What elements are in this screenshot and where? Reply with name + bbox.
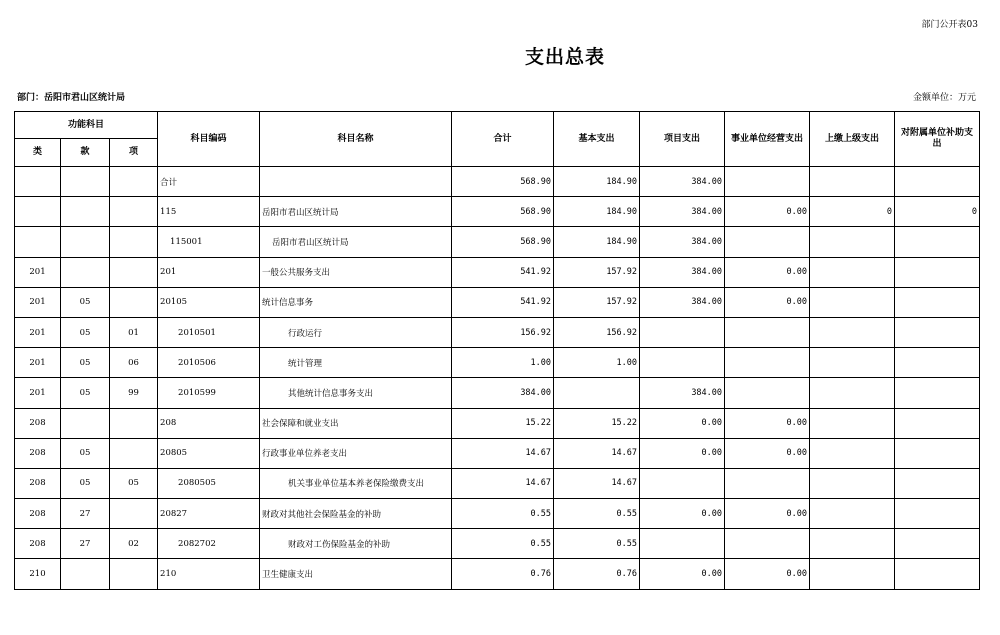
cell-lei: 210	[15, 559, 61, 589]
cell-basic: 15.22	[554, 408, 640, 438]
cell-kuan: 27	[61, 499, 110, 529]
cell-xiang	[110, 287, 158, 317]
cell-business	[725, 348, 810, 378]
table-body	[15, 167, 980, 590]
cell-basic: 184.90	[554, 227, 640, 257]
form-number: 部门公开表03	[921, 20, 978, 30]
cell-higher	[810, 499, 895, 529]
cell-lei: 208	[15, 468, 61, 498]
cell-xiang: 05	[110, 468, 158, 498]
cell-kuan	[61, 167, 110, 197]
cell-xiang: 02	[110, 529, 158, 559]
cell-code: 20805	[158, 438, 260, 468]
cell-xiang	[110, 257, 158, 287]
cell-basic: 184.90	[554, 197, 640, 227]
cell-business: 0.00	[725, 287, 810, 317]
table-row	[15, 468, 980, 498]
cell-name: 岳阳市君山区统计局	[260, 227, 452, 257]
cell-business: 0.00	[725, 197, 810, 227]
cell-lei	[15, 197, 61, 227]
cell-code: 合计	[158, 167, 260, 197]
cell-project: 0.00	[640, 499, 725, 529]
cell-lei: 201	[15, 287, 61, 317]
cell-xiang	[110, 559, 158, 589]
table-row	[15, 529, 980, 559]
header-code: 科目编码	[158, 112, 260, 167]
header-subsidy: 对附属单位补助支出	[895, 112, 980, 167]
cell-total: 0.55	[452, 529, 554, 559]
cell-higher	[810, 559, 895, 589]
cell-subsidy	[895, 499, 980, 529]
cell-code: 210	[158, 559, 260, 589]
cell-xiang	[110, 167, 158, 197]
cell-name: 行政运行	[260, 317, 452, 347]
cell-code: 208	[158, 408, 260, 438]
table-row	[15, 287, 980, 317]
cell-higher	[810, 438, 895, 468]
cell-basic: 157.92	[554, 287, 640, 317]
cell-subsidy	[895, 378, 980, 408]
cell-basic: 157.92	[554, 257, 640, 287]
cell-business	[725, 468, 810, 498]
cell-lei	[15, 167, 61, 197]
cell-kuan	[61, 408, 110, 438]
table-row	[15, 408, 980, 438]
cell-name: 卫生健康支出	[260, 559, 452, 589]
cell-kuan	[61, 257, 110, 287]
cell-lei: 208	[15, 438, 61, 468]
cell-business	[725, 227, 810, 257]
cell-lei: 201	[15, 317, 61, 347]
cell-code: 115001	[158, 227, 260, 257]
cell-code: 2010506	[158, 348, 260, 378]
cell-total: 15.22	[452, 408, 554, 438]
cell-higher: 0	[810, 197, 895, 227]
cell-lei: 201	[15, 348, 61, 378]
cell-total: 0.76	[452, 559, 554, 589]
cell-basic	[554, 378, 640, 408]
cell-code: 201	[158, 257, 260, 287]
cell-lei: 201	[15, 378, 61, 408]
table-row	[15, 378, 980, 408]
cell-subsidy	[895, 167, 980, 197]
cell-kuan: 05	[61, 438, 110, 468]
cell-lei: 208	[15, 408, 61, 438]
cell-higher	[810, 227, 895, 257]
cell-subsidy: 0	[895, 197, 980, 227]
cell-xiang	[110, 197, 158, 227]
cell-project: 0.00	[640, 438, 725, 468]
cell-business	[725, 529, 810, 559]
cell-project	[640, 317, 725, 347]
cell-project: 384.00	[640, 227, 725, 257]
cell-total: 0.55	[452, 499, 554, 529]
cell-business: 0.00	[725, 438, 810, 468]
cell-total: 568.90	[452, 167, 554, 197]
cell-name: 机关事业单位基本养老保险缴费支出	[260, 468, 452, 498]
cell-subsidy	[895, 287, 980, 317]
header-kuan: 款	[61, 139, 110, 167]
header-project: 项目支出	[640, 112, 725, 167]
cell-basic: 0.55	[554, 499, 640, 529]
cell-kuan	[61, 227, 110, 257]
table-row	[15, 317, 980, 347]
cell-code: 2082702	[158, 529, 260, 559]
cell-subsidy	[895, 227, 980, 257]
cell-higher	[810, 317, 895, 347]
page-title: 支出总表	[524, 46, 605, 68]
cell-subsidy	[895, 529, 980, 559]
cell-xiang	[110, 499, 158, 529]
cell-total: 14.67	[452, 438, 554, 468]
cell-code: 2010599	[158, 378, 260, 408]
cell-xiang	[110, 227, 158, 257]
cell-subsidy	[895, 468, 980, 498]
cell-code: 2080505	[158, 468, 260, 498]
cell-higher	[810, 408, 895, 438]
cell-name: 行政事业单位养老支出	[260, 438, 452, 468]
cell-basic: 184.90	[554, 167, 640, 197]
cell-total: 568.90	[452, 227, 554, 257]
cell-project: 0.00	[640, 559, 725, 589]
cell-business: 0.00	[725, 257, 810, 287]
cell-project: 384.00	[640, 378, 725, 408]
cell-kuan	[61, 197, 110, 227]
cell-subsidy	[895, 317, 980, 347]
cell-higher	[810, 529, 895, 559]
header-func-subject: 功能科目	[15, 112, 158, 139]
cell-business	[725, 317, 810, 347]
table-row	[15, 438, 980, 468]
table-row	[15, 227, 980, 257]
cell-name: 其他统计信息事务支出	[260, 378, 452, 408]
cell-higher	[810, 348, 895, 378]
cell-basic: 156.92	[554, 317, 640, 347]
cell-code: 115	[158, 197, 260, 227]
cell-lei: 201	[15, 257, 61, 287]
cell-total: 568.90	[452, 197, 554, 227]
cell-basic: 1.00	[554, 348, 640, 378]
cell-total: 14.67	[452, 468, 554, 498]
table-row	[15, 348, 980, 378]
cell-kuan: 05	[61, 317, 110, 347]
cell-subsidy	[895, 559, 980, 589]
cell-business: 0.00	[725, 408, 810, 438]
cell-total: 384.00	[452, 378, 554, 408]
header-lei: 类	[15, 139, 61, 167]
table-row	[15, 257, 980, 287]
cell-project: 384.00	[640, 197, 725, 227]
cell-subsidy	[895, 348, 980, 378]
cell-higher	[810, 167, 895, 197]
cell-total: 156.92	[452, 317, 554, 347]
department-label: 部门：岳阳市君山区统计局	[17, 93, 126, 103]
cell-higher	[810, 257, 895, 287]
cell-business	[725, 167, 810, 197]
table-row	[15, 559, 980, 589]
cell-project: 0.00	[640, 408, 725, 438]
cell-project	[640, 529, 725, 559]
cell-kuan: 05	[61, 348, 110, 378]
cell-kuan: 05	[61, 287, 110, 317]
cell-higher	[810, 287, 895, 317]
cell-higher	[810, 378, 895, 408]
cell-name: 统计信息事务	[260, 287, 452, 317]
cell-lei	[15, 227, 61, 257]
cell-basic: 0.76	[554, 559, 640, 589]
cell-name: 统计管理	[260, 348, 452, 378]
cell-basic: 14.67	[554, 468, 640, 498]
cell-name: 一般公共服务支出	[260, 257, 452, 287]
header-name: 科目名称	[260, 112, 452, 167]
cell-xiang: 06	[110, 348, 158, 378]
cell-higher	[810, 468, 895, 498]
table-row	[15, 167, 980, 197]
cell-xiang: 99	[110, 378, 158, 408]
header-total: 合计	[452, 112, 554, 167]
cell-name: 岳阳市君山区统计局	[260, 197, 452, 227]
header-business: 事业单位经营支出	[725, 112, 810, 167]
cell-xiang	[110, 408, 158, 438]
cell-project: 384.00	[640, 257, 725, 287]
cell-code: 20105	[158, 287, 260, 317]
cell-total: 1.00	[452, 348, 554, 378]
cell-project: 384.00	[640, 167, 725, 197]
cell-lei: 208	[15, 499, 61, 529]
cell-name: 财政对其他社会保险基金的补助	[260, 499, 452, 529]
cell-xiang	[110, 438, 158, 468]
header-basic: 基本支出	[554, 112, 640, 167]
cell-basic: 14.67	[554, 438, 640, 468]
cell-code: 2010501	[158, 317, 260, 347]
cell-name: 财政对工伤保险基金的补助	[260, 529, 452, 559]
table-row	[15, 197, 980, 227]
cell-subsidy	[895, 408, 980, 438]
cell-kuan	[61, 559, 110, 589]
header-higher: 上缴上级支出	[810, 112, 895, 167]
cell-subsidy	[895, 438, 980, 468]
cell-xiang: 01	[110, 317, 158, 347]
cell-basic: 0.55	[554, 529, 640, 559]
cell-project: 384.00	[640, 287, 725, 317]
cell-kuan: 27	[61, 529, 110, 559]
table-row	[15, 499, 980, 529]
expenditure-table	[14, 111, 980, 590]
cell-project	[640, 468, 725, 498]
cell-lei: 208	[15, 529, 61, 559]
cell-code: 20827	[158, 499, 260, 529]
cell-subsidy	[895, 257, 980, 287]
cell-business: 0.00	[725, 559, 810, 589]
cell-kuan: 05	[61, 378, 110, 408]
cell-business	[725, 378, 810, 408]
cell-total: 541.92	[452, 257, 554, 287]
cell-business: 0.00	[725, 499, 810, 529]
cell-project	[640, 348, 725, 378]
cell-name	[260, 167, 452, 197]
amount-unit-label: 金额单位：万元	[912, 93, 976, 103]
header-xiang: 项	[110, 139, 158, 167]
cell-total: 541.92	[452, 287, 554, 317]
cell-name: 社会保障和就业支出	[260, 408, 452, 438]
cell-kuan: 05	[61, 468, 110, 498]
